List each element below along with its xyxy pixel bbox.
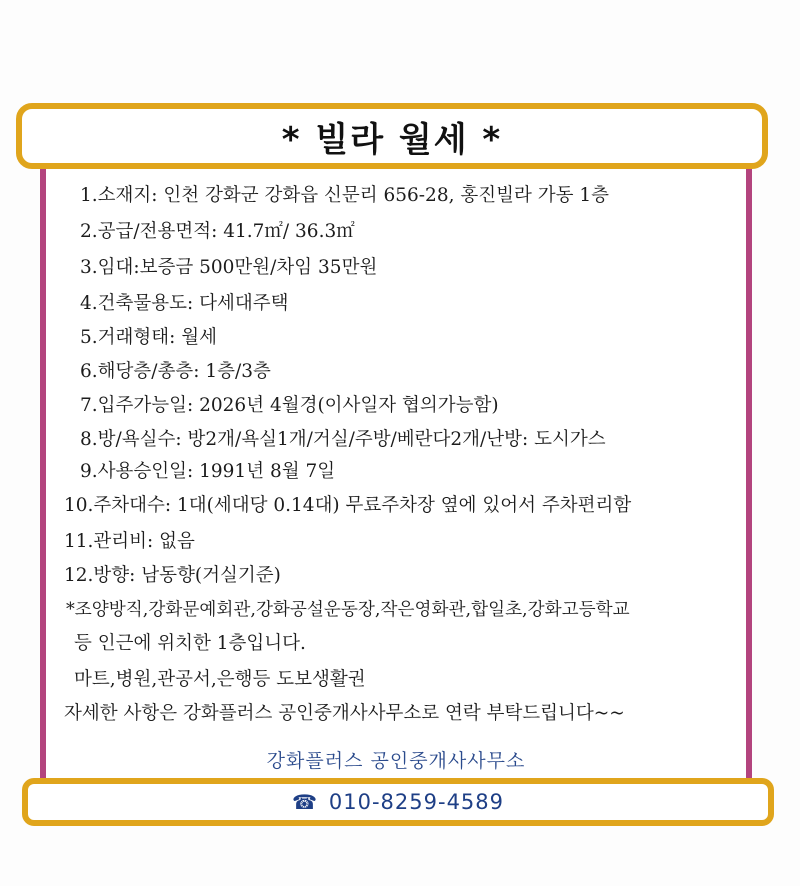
note-line-nearby: *조양방직,강화문예회관,강화공설운동장,작은영화관,합일초,강화고등학교 — [66, 600, 630, 620]
detail-line-location: 1.소재지: 인천 강화군 강화읍 신문리 656-28, 홍진빌라 가동 1층 — [80, 185, 609, 206]
listing-details-box — [40, 164, 752, 790]
company-name: 강화플러스 공인중개사사무소 — [266, 750, 526, 772]
telephone-icon: ☎ — [291, 790, 317, 814]
page-title: * 빌라 월세 * — [281, 119, 503, 160]
phone-number[interactable]: 010-8259-4589 — [328, 790, 505, 814]
title-banner — [16, 103, 768, 169]
phone-banner — [22, 778, 774, 826]
note-line-amenities: 마트,병원,관공서,은행등 도보생활권 — [74, 669, 366, 690]
detail-line-move-in: 7.입주가능일: 2026년 4월경(이사일자 협의가능함) — [80, 395, 499, 416]
detail-line-direction: 12.방향: 남동향(거실기준) — [64, 565, 281, 586]
detail-line-area: 2.공급/전용면적: 41.7㎡/ 36.3㎡ — [80, 221, 355, 242]
detail-line-maintenance: 11.관리비: 없음 — [64, 531, 195, 552]
detail-line-transaction-type: 5.거래형태: 월세 — [80, 327, 217, 348]
detail-line-floor: 6.해당층/총층: 1층/3층 — [80, 361, 271, 382]
note-line-location: 등 인근에 위치한 1층입니다. — [74, 633, 306, 654]
detail-line-rooms: 8.방/욕실수: 방2개/욕실1개/거실/주방/베란다2개/난방: 도시가스 — [80, 429, 606, 450]
detail-line-rent: 3.임대:보증금 500만원/차임 35만원 — [80, 257, 378, 278]
detail-line-approval-date: 9.사용승인일: 1991년 8월 7일 — [80, 461, 336, 482]
note-line-contact: 자세한 사항은 강화플러스 공인중개사사무소로 연락 부탁드립니다~~ — [64, 703, 625, 724]
detail-line-building-use: 4.건축물용도: 다세대주택 — [80, 293, 289, 314]
listing-lines — [46, 164, 746, 784]
detail-line-parking: 10.주차대수: 1대(세대당 0.14대) 무료주차장 옆에 있어서 주차편리함 — [64, 495, 632, 516]
